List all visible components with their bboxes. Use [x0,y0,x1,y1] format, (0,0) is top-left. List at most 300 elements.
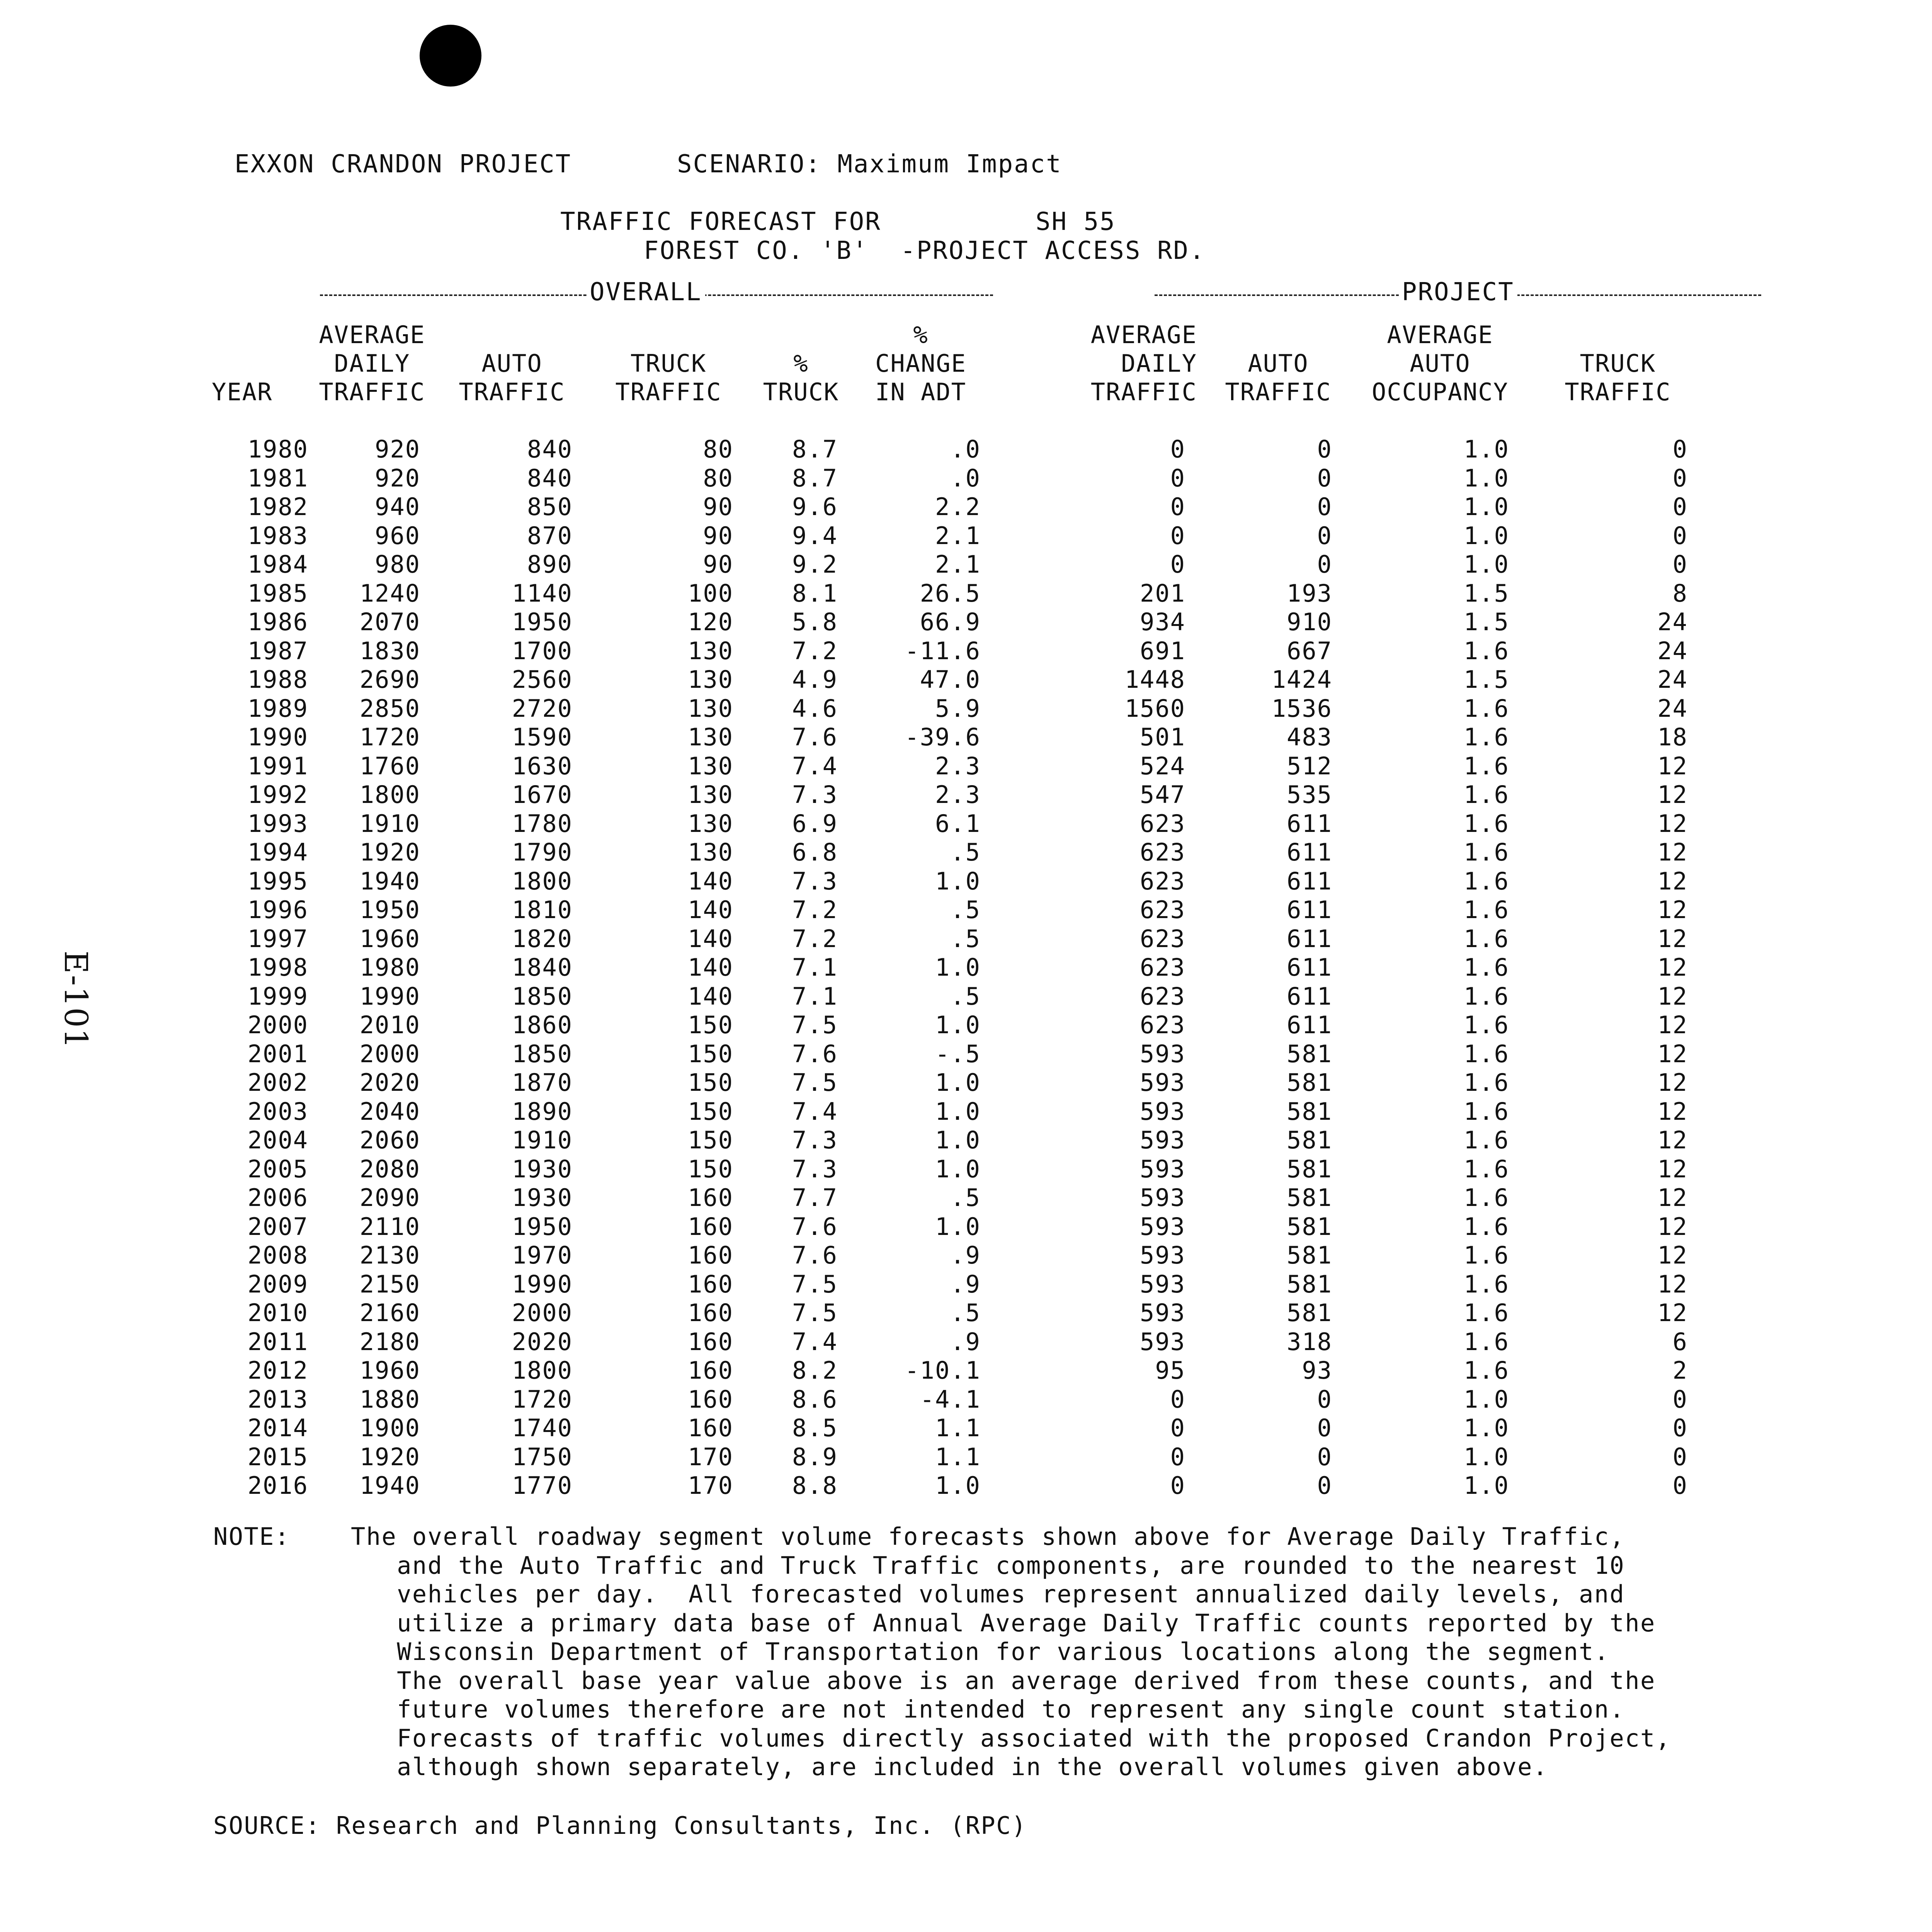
value-cell: 2690 [359,665,420,694]
value-cell: 12 [1657,1270,1688,1298]
year-cell: 2004 [247,1126,308,1154]
value-cell: 0 [1317,435,1332,463]
table-row [212,579,1703,608]
table-row [212,781,1703,810]
value-cell: .5 [950,982,981,1010]
value-cell: 593 [1140,1184,1185,1212]
value-cell: 1800 [512,867,573,895]
value-cell: 2080 [359,1155,420,1183]
value-cell: 12 [1657,838,1688,866]
value-cell: 1.6 [1464,1184,1509,1212]
table-row [212,867,1703,896]
value-cell: 8.7 [792,464,838,492]
value-cell: 100 [688,579,733,607]
value-cell: 160 [688,1414,733,1442]
col-year: YEAR [212,378,273,406]
year-cell: 1993 [247,809,308,838]
value-cell: 1860 [512,1011,573,1039]
year-cell: 1986 [247,608,308,636]
value-cell: 1.0 [1464,1471,1509,1500]
year-cell: 2010 [247,1299,308,1327]
table-row [212,1011,1703,1040]
year-cell: 2012 [247,1356,308,1384]
value-cell: 0 [1170,550,1185,578]
year-cell: 1997 [247,924,308,953]
value-cell: 870 [527,521,573,550]
value-cell: 150 [688,1126,733,1154]
value-cell: 581 [1287,1039,1332,1068]
year-cell: 1999 [247,982,308,1010]
value-cell: 90 [703,493,733,521]
table-row [212,953,1703,982]
value-cell: 1760 [359,752,420,780]
value-cell: 1.6 [1464,1126,1509,1154]
value-cell: 581 [1287,1184,1332,1212]
value-cell: 12 [1657,867,1688,895]
value-cell: 1910 [359,809,420,838]
table-row [212,1414,1703,1443]
value-cell: 1.0 [1464,521,1509,550]
value-cell: 2150 [359,1270,420,1298]
value-cell: 0 [1317,521,1332,550]
value-cell: 150 [688,1097,733,1126]
table-row [212,1328,1703,1357]
value-cell: 1870 [512,1068,573,1097]
value-cell: 7.5 [792,1011,838,1039]
value-cell: 140 [688,953,733,981]
value-cell: 611 [1287,896,1332,924]
value-cell: 7.4 [792,1097,838,1126]
table-row [212,723,1703,752]
value-cell: -11.6 [905,636,981,665]
value-cell: 12 [1657,896,1688,924]
value-cell: .5 [950,896,981,924]
value-cell: 0 [1170,521,1185,550]
value-cell: 7.6 [792,723,838,751]
value-cell: 0 [1170,1414,1185,1442]
value-cell: 160 [688,1385,733,1413]
note-line: Forecasts of traffic volumes directly associated with the proposed Crandon Project, [351,1724,1671,1752]
value-cell: 611 [1287,982,1332,1010]
value-cell: 7.2 [792,924,838,953]
year-cell: 1992 [247,781,308,809]
page-number: E-101 [57,951,94,1049]
value-cell: 12 [1657,752,1688,780]
value-cell: 1.0 [935,1011,981,1039]
year-cell: 2001 [247,1039,308,1068]
value-cell: 7.6 [792,1241,838,1269]
note-line: The overall base year value above is an average derived from these counts, and the [351,1666,1656,1695]
table-row [212,896,1703,925]
value-cell: 1970 [512,1241,573,1269]
value-cell: 581 [1287,1212,1332,1241]
value-cell: 8.6 [792,1385,838,1413]
col-overall-truck: TRUCK TRAFFIC [615,349,722,406]
year-cell: 2002 [247,1068,308,1097]
note-label: NOTE: [213,1522,290,1551]
value-cell: 8.8 [792,1471,838,1500]
value-cell: 2850 [359,694,420,723]
table-row [212,1040,1703,1069]
value-cell: 1590 [512,723,573,751]
table-row [212,637,1703,666]
value-cell: 890 [527,550,573,578]
year-cell: 1995 [247,867,308,895]
value-cell: 1820 [512,924,573,953]
year-cell: 1982 [247,493,308,521]
value-cell: 6.9 [792,809,838,838]
value-cell: 1.6 [1464,752,1509,780]
value-cell: 1740 [512,1414,573,1442]
value-cell: 140 [688,982,733,1010]
table-row [212,1443,1703,1472]
value-cell: 12 [1657,982,1688,1010]
value-cell: 611 [1287,953,1332,981]
value-cell: 140 [688,867,733,895]
value-cell: 12 [1657,1126,1688,1154]
value-cell: 7.4 [792,1327,838,1356]
value-cell: 1.0 [1464,550,1509,578]
note-line: vehicles per day. All forecasted volumes represent annualized daily levels, and [351,1580,1625,1608]
value-cell: 1900 [359,1414,420,1442]
value-cell: 160 [688,1184,733,1212]
value-cell: 1960 [359,1356,420,1384]
value-cell: 1720 [512,1385,573,1413]
year-cell: 2009 [247,1270,308,1298]
note-line: future volumes therefore are not intended to represent any single count station. [351,1695,1625,1723]
value-cell: 1940 [359,867,420,895]
value-cell: 850 [527,493,573,521]
value-cell: 934 [1140,608,1185,636]
value-cell: 623 [1140,953,1185,981]
table-row [212,1299,1703,1328]
value-cell: 93 [1302,1356,1332,1384]
source-label: SOURCE: [213,1811,321,1840]
note-line: The overall roadway segment volume forecasts shown above for Average Daily Traffic, [351,1522,1625,1551]
value-cell: 5.8 [792,608,838,636]
year-cell: 2016 [247,1471,308,1500]
value-cell: 581 [1287,1299,1332,1327]
value-cell: 130 [688,752,733,780]
value-cell: 0 [1317,1385,1332,1413]
value-cell: 593 [1140,1327,1185,1356]
value-cell: 12 [1657,1241,1688,1269]
year-cell: 2003 [247,1097,308,1126]
value-cell: 150 [688,1068,733,1097]
value-cell: 547 [1140,781,1185,809]
value-cell: 581 [1287,1097,1332,1126]
value-cell: 12 [1657,809,1688,838]
value-cell: 0 [1317,1471,1332,1500]
value-cell: 6.8 [792,838,838,866]
value-cell: 0 [1317,1442,1332,1471]
value-cell: 80 [703,464,733,492]
value-cell: 130 [688,723,733,751]
table-row [212,1097,1703,1126]
value-cell: 0 [1672,1414,1688,1442]
value-cell: 12 [1657,1184,1688,1212]
source-line [213,1811,1027,1840]
value-cell: 7.6 [792,1039,838,1068]
value-cell: 920 [375,435,420,463]
value-cell: 1.0 [935,1068,981,1097]
value-cell: 1950 [512,608,573,636]
value-cell: 150 [688,1039,733,1068]
value-cell: 12 [1657,1039,1688,1068]
table-row [212,493,1703,522]
value-cell: 1.6 [1464,1327,1509,1356]
value-cell: 1800 [359,781,420,809]
value-cell: 66.9 [920,608,981,636]
value-cell: 593 [1140,1155,1185,1183]
value-cell: 7.3 [792,867,838,895]
year-cell: 1984 [247,550,308,578]
value-cell: 0 [1317,493,1332,521]
value-cell: 1980 [359,953,420,981]
value-cell: 90 [703,521,733,550]
value-cell: 130 [688,636,733,665]
value-cell: 130 [688,781,733,809]
value-cell: 12 [1657,1068,1688,1097]
value-cell: .9 [950,1241,981,1269]
value-cell: 1930 [512,1184,573,1212]
project-title: EXXON CRANDON PROJECT [235,150,572,179]
value-cell: 1448 [1124,665,1185,694]
table-row [212,1356,1703,1385]
year-cell: 1988 [247,665,308,694]
value-cell: 318 [1287,1327,1332,1356]
value-cell: 1800 [512,1356,573,1384]
value-cell: 1.6 [1464,924,1509,953]
value-cell: 2560 [512,665,573,694]
value-cell: 193 [1287,579,1332,607]
note-text [351,1522,1671,1782]
value-cell: 593 [1140,1241,1185,1269]
value-cell: 1920 [359,838,420,866]
year-cell: 2005 [247,1155,308,1183]
value-cell: 7.3 [792,781,838,809]
value-cell: 18 [1657,723,1688,751]
year-cell: 1980 [247,435,308,463]
value-cell: 140 [688,896,733,924]
value-cell: 1.5 [1464,665,1509,694]
value-cell: 1.6 [1464,1241,1509,1269]
value-cell: 535 [1287,781,1332,809]
value-cell: 1890 [512,1097,573,1126]
value-cell: 0 [1672,435,1688,463]
value-cell: 581 [1287,1155,1332,1183]
value-cell: 1.6 [1464,781,1509,809]
value-cell: 201 [1140,579,1185,607]
col-project-auto: AUTO TRAFFIC [1225,349,1332,406]
value-cell: 2.2 [935,493,981,521]
value-cell: 1.5 [1464,579,1509,607]
value-cell: 130 [688,838,733,866]
col-project-truck: TRUCK TRAFFIC [1565,349,1671,406]
table-row [212,1184,1703,1213]
value-cell: 593 [1140,1097,1185,1126]
value-cell: -10.1 [905,1356,981,1384]
value-cell: .5 [950,838,981,866]
value-cell: 1.6 [1464,809,1509,838]
value-cell: 2720 [512,694,573,723]
table-row [212,982,1703,1011]
value-cell: 0 [1317,550,1332,578]
value-cell: 8.7 [792,435,838,463]
value-cell: 623 [1140,867,1185,895]
value-cell: 501 [1140,723,1185,751]
scenario [677,150,1062,179]
value-cell: 960 [375,521,420,550]
value-cell: 611 [1287,1011,1332,1039]
value-cell: 2110 [359,1212,420,1241]
value-cell: 1.6 [1464,1356,1509,1384]
value-cell: 1850 [512,1039,573,1068]
value-cell: 1.0 [1464,1414,1509,1442]
table-row [212,1155,1703,1184]
value-cell: 2.1 [935,550,981,578]
value-cell: 1.6 [1464,636,1509,665]
overall-group-label: OVERALL [587,278,705,306]
value-cell: 593 [1140,1299,1185,1327]
year-cell: 1998 [247,953,308,981]
value-cell: 7.5 [792,1068,838,1097]
scenario-value: Maximum Impact [837,150,1062,179]
value-cell: 90 [703,550,733,578]
value-cell: 0 [1672,464,1688,492]
value-cell: 623 [1140,1011,1185,1039]
value-cell: 1850 [512,982,573,1010]
value-cell: 1910 [512,1126,573,1154]
value-cell: 1.0 [935,1097,981,1126]
value-cell: 6 [1672,1327,1688,1356]
value-cell: 95 [1155,1356,1185,1384]
value-cell: 1.6 [1464,1039,1509,1068]
year-cell: 1985 [247,579,308,607]
year-cell: 2008 [247,1241,308,1269]
value-cell: 80 [703,435,733,463]
value-cell: 0 [1672,493,1688,521]
value-cell: 2180 [359,1327,420,1356]
value-cell: 1.6 [1464,953,1509,981]
value-cell: 0 [1672,521,1688,550]
value-cell: 160 [688,1356,733,1384]
year-cell: 1991 [247,752,308,780]
value-cell: 7.1 [792,982,838,1010]
value-cell: 5.9 [935,694,981,723]
value-cell: 8 [1672,579,1688,607]
table-row [212,1471,1703,1500]
value-cell: 0 [1317,464,1332,492]
value-cell: 1700 [512,636,573,665]
project-group-label: PROJECT [1399,278,1517,306]
value-cell: 611 [1287,838,1332,866]
year-cell: 1994 [247,838,308,866]
year-cell: 1987 [247,636,308,665]
value-cell: 623 [1140,838,1185,866]
note-line: although shown separately, are included in the overall volumes given above. [351,1753,1548,1781]
value-cell: 2020 [359,1068,420,1097]
value-cell: 1424 [1271,665,1332,694]
value-cell: 7.7 [792,1184,838,1212]
punch-hole-left [420,25,481,87]
col-overall-auto: AUTO TRAFFIC [459,349,565,406]
note-line: utilize a primary data base of Annual Average Daily Traffic counts reported by the [351,1609,1656,1637]
value-cell: 0 [1170,1442,1185,1471]
value-cell: 2090 [359,1184,420,1212]
value-cell: 2130 [359,1241,420,1269]
value-cell: 1.0 [1464,464,1509,492]
value-cell: .5 [950,1299,981,1327]
value-cell: 150 [688,1155,733,1183]
value-cell: 623 [1140,809,1185,838]
value-cell: 910 [1287,608,1332,636]
value-cell: 7.2 [792,636,838,665]
scenario-label: SCENARIO: [677,150,821,179]
value-cell: 160 [688,1212,733,1241]
table-row [212,665,1703,694]
table-body [212,435,1703,1500]
value-cell: 2.1 [935,521,981,550]
value-cell: 160 [688,1299,733,1327]
road-name: SH 55 [1036,207,1116,236]
value-cell: 7.5 [792,1299,838,1327]
value-cell: 611 [1287,924,1332,953]
value-cell: 1.5 [1464,608,1509,636]
value-cell: 1630 [512,752,573,780]
value-cell: 12 [1657,1097,1688,1126]
value-cell: 1240 [359,579,420,607]
value-cell: 0 [1672,1385,1688,1413]
value-cell: 0 [1170,1385,1185,1413]
value-cell: 170 [688,1442,733,1471]
value-cell: 623 [1140,982,1185,1010]
value-cell: 1.6 [1464,896,1509,924]
value-cell: 8.5 [792,1414,838,1442]
note-line: and the Auto Traffic and Truck Traffic components, are rounded to the nearest 10 [351,1551,1625,1580]
value-cell: 8.2 [792,1356,838,1384]
value-cell: 7.6 [792,1212,838,1241]
value-cell: 611 [1287,867,1332,895]
value-cell: 920 [375,464,420,492]
value-cell: 7.5 [792,1270,838,1298]
value-cell: 12 [1657,781,1688,809]
value-cell: 24 [1657,608,1688,636]
table-row [212,925,1703,954]
value-cell: 1.6 [1464,982,1509,1010]
year-cell: 2014 [247,1414,308,1442]
value-cell: 9.2 [792,550,838,578]
value-cell: 593 [1140,1068,1185,1097]
year-cell: 1990 [247,723,308,751]
value-cell: 581 [1287,1068,1332,1097]
value-cell: 160 [688,1270,733,1298]
value-cell: 1.6 [1464,867,1509,895]
value-cell: 4.6 [792,694,838,723]
value-cell: 1780 [512,809,573,838]
value-cell: 9.4 [792,521,838,550]
value-cell: 623 [1140,924,1185,953]
year-cell: 1989 [247,694,308,723]
value-cell: 1930 [512,1155,573,1183]
year-cell: 2013 [247,1385,308,1413]
value-cell: 1.6 [1464,838,1509,866]
value-cell: 24 [1657,694,1688,723]
value-cell: 623 [1140,896,1185,924]
value-cell: 524 [1140,752,1185,780]
year-cell: 2006 [247,1184,308,1212]
table-row [212,694,1703,723]
